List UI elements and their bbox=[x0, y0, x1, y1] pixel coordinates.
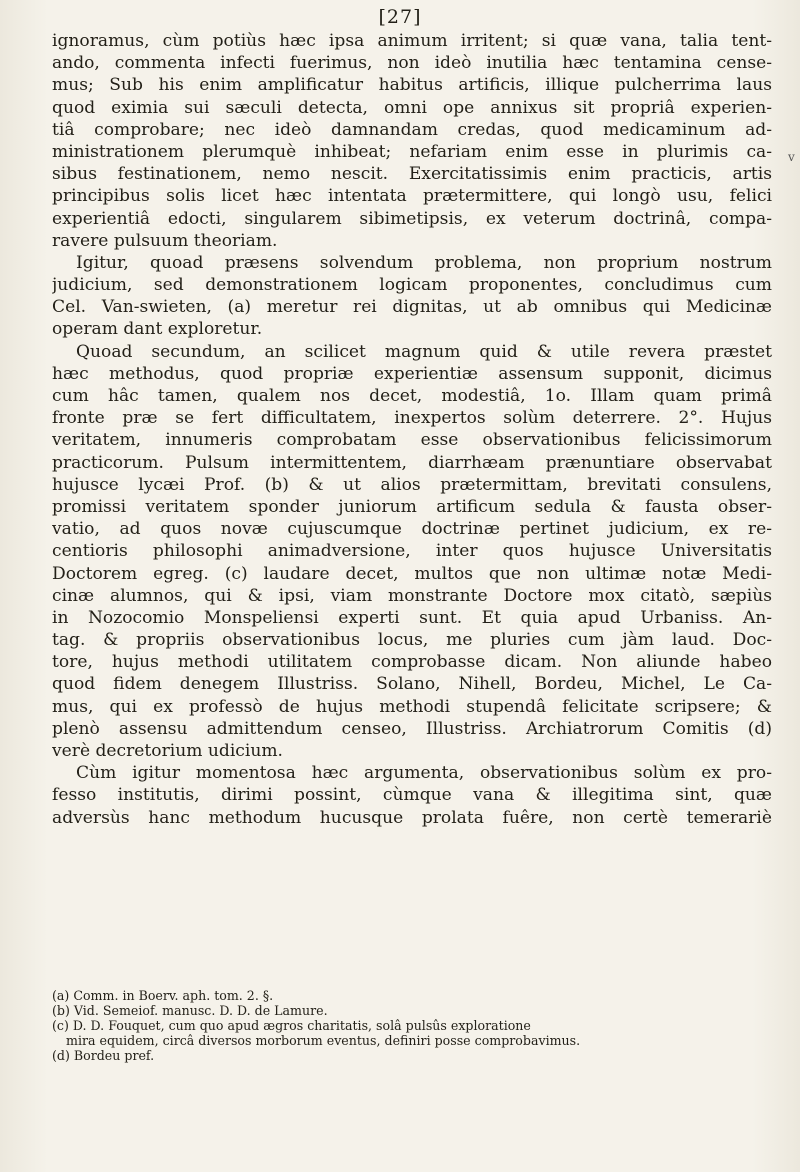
text-line: judicium, sed demonstrationem logicam proponentes, concludimus cum bbox=[52, 275, 772, 296]
text-line: Cùm igitur momentosa hæc argumenta, observationibus solùm ex pro- bbox=[76, 763, 772, 784]
text-line: mus; Sub his enim amplificatur habitus artificis, illique pulcherrima laus bbox=[52, 75, 772, 96]
text-line: tiâ comprobare; nec ideò damnandam credas, quod medicaminum ad- bbox=[52, 119, 772, 140]
text-line: quod fidem denegem Illustriss. Solano, Nihell, Bordeu, Michel, Le Ca- bbox=[52, 674, 772, 695]
text-line: centioris philosophi animadversione, inter quos hujusce Universitatis bbox=[52, 541, 772, 562]
text-line: ravere pulsuum theoriam. bbox=[52, 230, 278, 251]
text-line: Cel. Van-swieten, (a) meretur rei dignitas, ut ab omnibus qui Medicinæ bbox=[52, 297, 772, 318]
text-line: fronte præ se fert difficultatem, inexpertos solùm deterrere. 2°. Hujus bbox=[52, 408, 772, 429]
text-line: hæc methodus, quod propriæ experientiæ assensum supponit, dicimus bbox=[52, 363, 772, 384]
text-line: adversùs hanc methodum hucusque prolata fuêre, non certè temerariè bbox=[52, 807, 772, 828]
text-line: ando, commenta infecti fuerimus, non ideò inutilia hæc tentamina cense- bbox=[52, 53, 772, 74]
footnote: (a) Comm. in Boerv. aph. tom. 2. §. bbox=[52, 988, 274, 1003]
footnote: (b) Vid. Semeiof. manusc. D. D. de Lamure. bbox=[52, 1003, 328, 1018]
text-line: principibus solis licet hæc intentata prætermittere, qui longò usu, felici bbox=[52, 186, 772, 207]
footnote: (c) D. D. Fouquet, cum quo apud ægros charitatis, solâ pulsûs exploratione bbox=[52, 1018, 531, 1033]
text-line: verè decretorium udicium. bbox=[52, 741, 283, 761]
page-number: [27] bbox=[378, 6, 422, 28]
text-line: quod eximia sui sæculi detecta, omni ope annixus sit propriâ experien- bbox=[52, 97, 772, 118]
main-text bbox=[52, 30, 772, 829]
text-line: fesso institutis, dirimi possint, cùmque vana & illegitima sint, quæ bbox=[52, 785, 772, 806]
text-line: vatio, ad quos novæ cujuscumque doctrinæ pertinet judicium, ex re- bbox=[52, 519, 772, 540]
text-line: tag. & propriis observationibus locus, me pluries cum jàm laud. Doc- bbox=[52, 630, 772, 651]
text-line: cum hâc tamen, qualem nos decet, modestiâ, 1o. Illam quam primâ bbox=[52, 386, 772, 406]
footnote: mira equidem, circâ diversos morborum eventus, definiri posse comprobavimus. bbox=[66, 1033, 581, 1048]
text-line: promissi veritatem sponder juniorum artificum sedula & fausta obser- bbox=[52, 496, 772, 517]
text-line: Igitur, quoad præsens solvendum problema, non proprium nostrum bbox=[76, 252, 772, 273]
text-line: Doctorem egreg. (c) laudare decet, multos que non ultimæ notæ Medi- bbox=[52, 563, 772, 584]
text-line: experientiâ edocti, singularem sibimetipsis, ex veterum doctrinâ, compa- bbox=[52, 208, 772, 229]
text-line: in Nozocomio Monspeliensi experti sunt. Et quia apud Urbaniss. An- bbox=[52, 607, 772, 628]
text-line: ministrationem plerumquè inhibeat; nefariam enim esse in plurimis ca- bbox=[52, 141, 772, 162]
text-line: cinæ alumnos, qui & ipsi, viam monstrante Doctore mox citatò, sæpiùs bbox=[52, 585, 772, 606]
text-line: mus, qui ex professò de hujus methodi stupendâ felicitate scripsere; & bbox=[52, 696, 772, 717]
text-line: practicorum. Pulsum intermittentem, diarrhæam prænuntiare observabat bbox=[52, 452, 772, 473]
text-line: operam dant exploretur. bbox=[52, 319, 263, 340]
footnote: (d) Bordeu pref. bbox=[52, 1048, 155, 1063]
text-line: Quoad secundum, an scilicet magnum quid & utile revera præstet bbox=[76, 341, 772, 362]
text-line: veritatem, innumeris comprobatam esse observationibus felicissimorum bbox=[52, 430, 772, 451]
text-line: tore, hujus methodi utilitatem comprobasse dicam. Non aliunde habeo bbox=[52, 652, 772, 673]
text-line: plenò assensu admittendum censeo, Illustriss. Archiatrorum Comitis (d) bbox=[52, 718, 772, 739]
text-line: sibus festinationem, nemo nescit. Exercitatissimis enim practicis, artis bbox=[52, 164, 772, 185]
footnotes bbox=[52, 988, 772, 1063]
margin-mark: v bbox=[788, 150, 795, 164]
text-line: hujusce lycæi Prof. (b) & ut alios prætermittam, brevitati consulens, bbox=[52, 474, 772, 495]
text-line: ignoramus, cùm potiùs hæc ipsa animum irritent; si quæ vana, talia tent- bbox=[52, 31, 772, 51]
